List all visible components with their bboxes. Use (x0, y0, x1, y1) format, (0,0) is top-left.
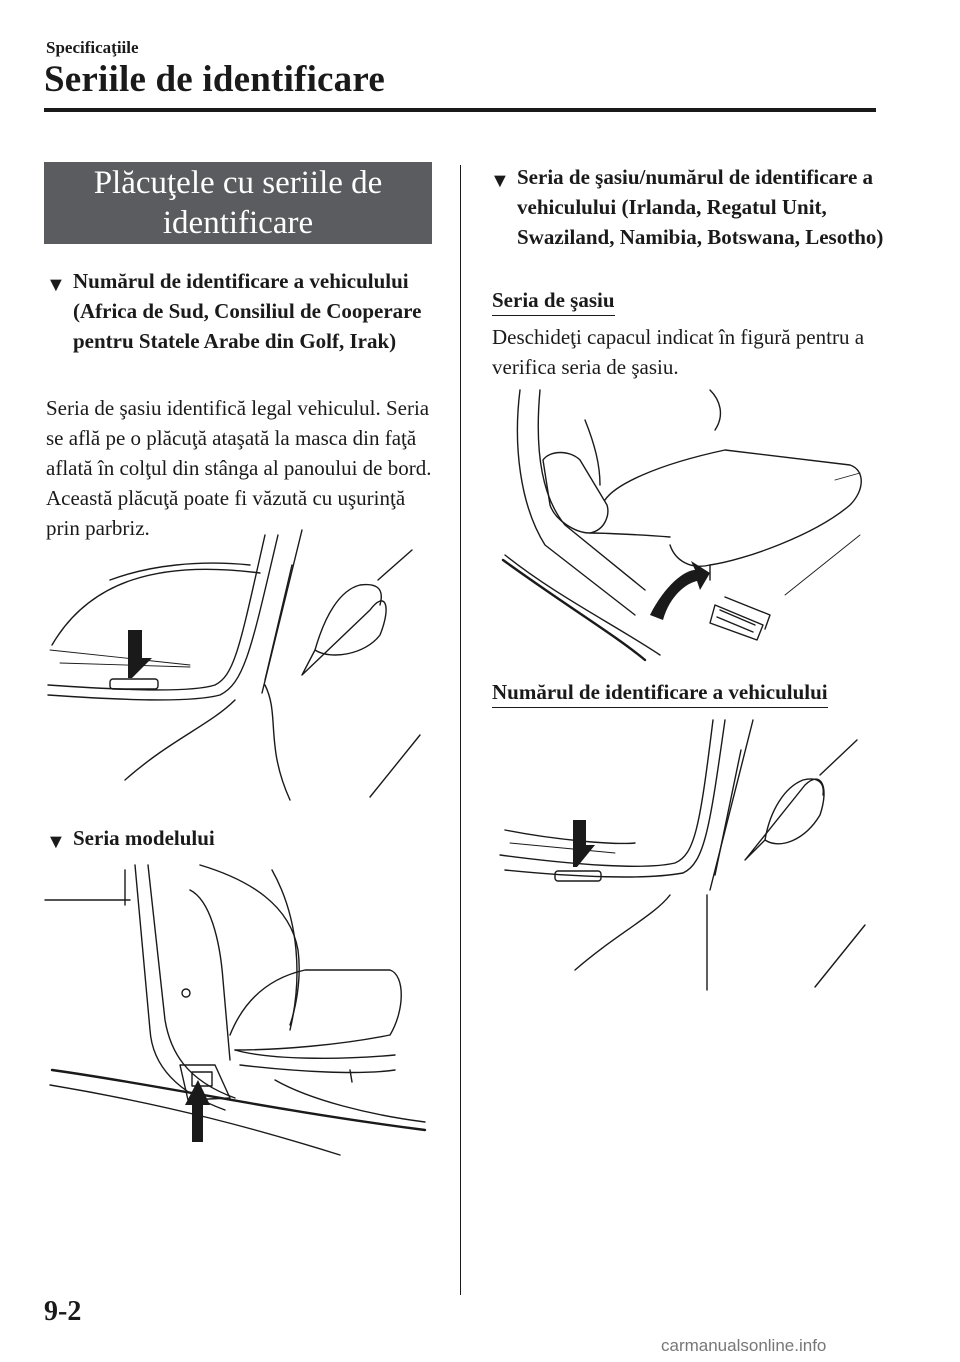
dashboard-vin-illustration (40, 525, 440, 805)
chassis-number-illustration (495, 385, 875, 665)
chassis-caption: Seria de şasiu (492, 286, 615, 316)
section-banner (44, 162, 432, 244)
chassis-description: Deschideţi capacul indicat în figură pentru a verifica seria de şasiu. (492, 325, 865, 379)
vin-caption: Numărul de identificare a vehiculului (492, 678, 828, 708)
model-plate-illustration (40, 860, 440, 1160)
watermark: carmanualsonline.info (661, 1336, 827, 1355)
section-label: Specificaţiile (46, 38, 139, 57)
model-heading-text: Seria modelului (73, 826, 215, 850)
vin-description: Seria de şasiu identifică legal vehiculul. Seria se află pe o plăcuţă ataşată la masca din faţă aflată în colţul din stânga al panoului de bord. Această plăcuţă poate fi văzută cu uşurinţă prin parbriz. (46, 396, 432, 540)
page-number: 9-2 (44, 1296, 82, 1327)
down-triangle-icon: ▼ (46, 831, 66, 853)
column-divider (460, 165, 461, 1295)
down-triangle-icon: ▼ (46, 274, 66, 296)
model-heading (46, 823, 436, 853)
section-banner-text: Plăcuţele cu seriile de identificare (93, 165, 383, 241)
vin-heading-text: Numărul de identificare a vehiculului (Africa de Sud, Consiliul de Cooperare pentru Statele Arabe din Golf, Irak) (73, 269, 422, 353)
chassis-vin-heading (490, 162, 885, 252)
down-triangle-icon: ▼ (490, 170, 510, 192)
chassis-vin-heading-text: Seria de şasiu/numărul de identificare a vehiculului (Irlanda, Regatul Unit, Swaziland, Namibia, Botswana, Lesotho) (517, 165, 884, 249)
vin-heading (46, 266, 436, 356)
title-rule (44, 108, 876, 112)
vin-plate-illustration (495, 715, 875, 995)
page-title: Seriile de identificare (44, 59, 385, 100)
